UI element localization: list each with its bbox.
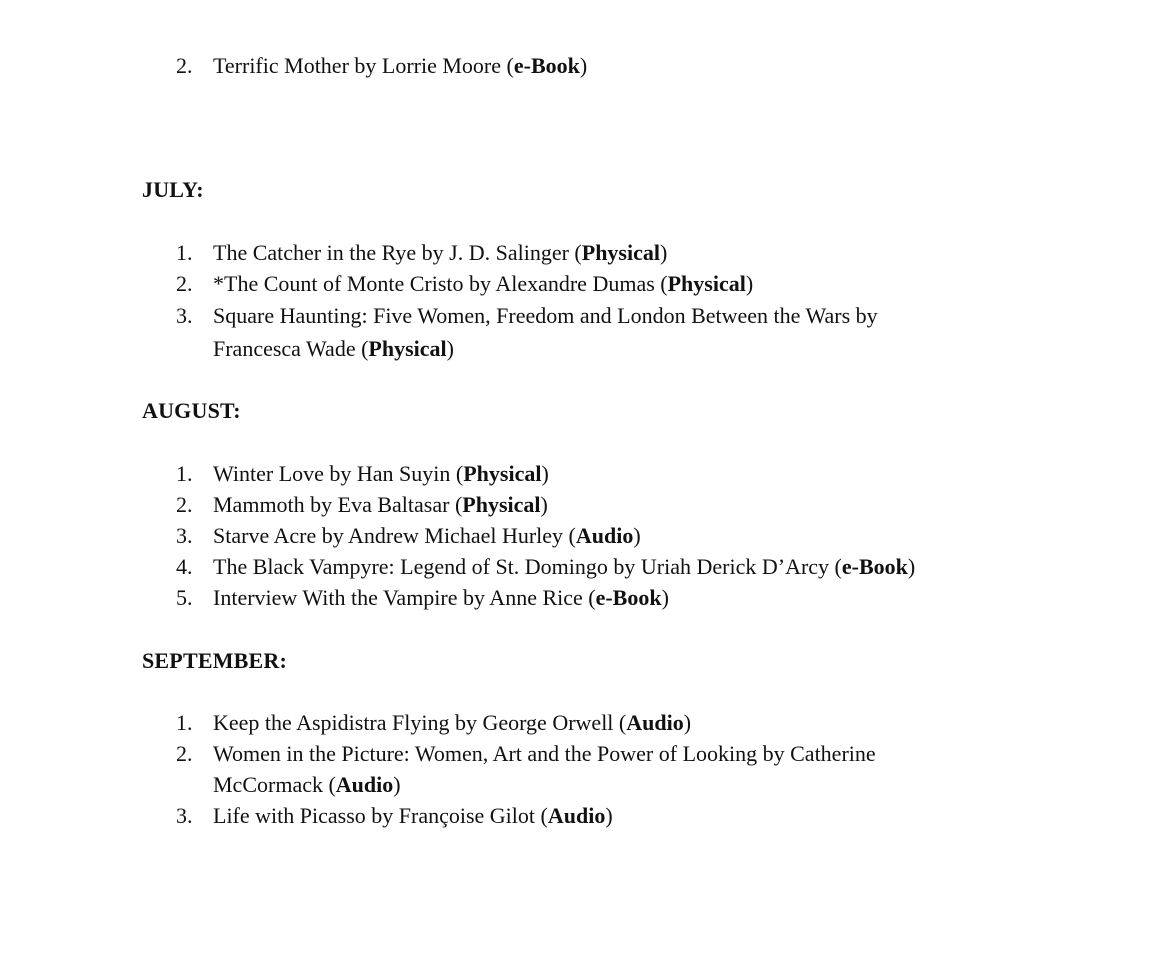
- month-heading-september: SEPTEMBER:: [142, 648, 288, 673]
- item-number: 3.: [176, 303, 193, 328]
- list-item: [0, 237, 973, 268]
- format-label: Physical: [463, 461, 542, 486]
- format-label: Audio: [626, 710, 684, 735]
- item-number: 1.: [176, 461, 193, 486]
- format-label: Audio: [335, 772, 394, 797]
- item-text: The Black Vampyre: Legend of St. Domingo by Uriah Derick D’Arcy (e-Book): [213, 554, 916, 579]
- reading-list-july: [0, 237, 973, 365]
- list-item: [0, 707, 973, 738]
- item-text: Square Haunting: Five Women, Freedom and London Between the Wars by Francesca Wade (Physical): [213, 303, 878, 361]
- book-title: Terrific Mother by Lorrie Moore (: [213, 53, 514, 78]
- item-text: Women in the Picture: Women, Art and the Power of Looking by Catherine McCormack (Audio): [213, 741, 876, 797]
- format-label: Audio: [547, 803, 606, 828]
- book-title: The Black Vampyre: Legend of St. Domingo by Uriah Derick D’Arcy (: [213, 554, 842, 579]
- month-heading-august: AUGUST:: [142, 398, 241, 423]
- item-text: Winter Love by Han Suyin (Physical): [213, 461, 549, 486]
- item-number: 3.: [176, 523, 193, 548]
- reading-list-june: [0, 50, 973, 81]
- item-number: 2.: [176, 53, 193, 78]
- reading-list-august: [0, 458, 1113, 613]
- list-item: [0, 520, 1113, 551]
- list-item: [0, 800, 973, 831]
- format-label: e-Book: [841, 554, 908, 579]
- book-title: Square Haunting: Five Women, Freedom and London Between the Wars by Francesca Wade (: [213, 303, 878, 361]
- book-title: Women in the Picture: Women, Art and the Power of Looking by Catherine McCormack (: [213, 741, 876, 797]
- item-text: The Catcher in the Rye by J. D. Salinger (Physical): [213, 240, 668, 265]
- item-text: *The Count of Monte Cristo by Alexandre Dumas (Physical): [213, 271, 754, 296]
- book-title: Keep the Aspidistra Flying by George Orwell (: [213, 710, 627, 735]
- month-heading-july: JULY:: [142, 177, 204, 202]
- book-title: Interview With the Vampire by Anne Rice (: [213, 585, 596, 610]
- list-item: [0, 738, 973, 800]
- list-item: [0, 551, 1113, 582]
- book-title: Mammoth by Eva Baltasar (: [213, 492, 463, 517]
- list-item: [0, 489, 1113, 520]
- book-title: The Catcher in the Rye by J. D. Salinger (: [213, 240, 582, 265]
- format-label: Physical: [368, 336, 447, 361]
- format-label: e-Book: [513, 53, 580, 78]
- item-number: 2.: [176, 492, 193, 517]
- list-item: [0, 582, 1113, 613]
- item-text: Keep the Aspidistra Flying by George Orwell (Audio): [213, 710, 692, 735]
- item-number: 1.: [176, 240, 193, 265]
- item-number: 3.: [176, 803, 193, 828]
- format-label: Physical: [581, 240, 660, 265]
- item-text: Starve Acre by Andrew Michael Hurley (Audio): [213, 523, 641, 548]
- item-text: Interview With the Vampire by Anne Rice (e-Book): [213, 585, 669, 610]
- list-item: [0, 50, 973, 81]
- item-number: 4.: [176, 554, 193, 579]
- item-text: Terrific Mother by Lorrie Moore (e-Book): [213, 53, 588, 78]
- list-item: [0, 458, 1113, 489]
- format-label: Physical: [667, 271, 746, 296]
- book-title: Winter Love by Han Suyin (: [213, 461, 464, 486]
- format-label: e-Book: [595, 585, 662, 610]
- format-label: Audio: [575, 523, 634, 548]
- book-title: Starve Acre by Andrew Michael Hurley (: [213, 523, 576, 548]
- book-title: Life with Picasso by Françoise Gilot (: [213, 803, 548, 828]
- book-title: *The Count of Monte Cristo by Alexandre Dumas (: [213, 271, 668, 296]
- item-number: 2.: [176, 741, 193, 766]
- item-text: Mammoth by Eva Baltasar (Physical): [213, 492, 548, 517]
- item-number: 2.: [176, 271, 193, 296]
- list-item: [0, 268, 973, 299]
- reading-list-september: [0, 707, 973, 831]
- item-number: 5.: [176, 585, 193, 610]
- item-number: 1.: [176, 710, 193, 735]
- item-text: Life with Picasso by Françoise Gilot (Audio): [213, 803, 613, 828]
- format-label: Physical: [462, 492, 541, 517]
- list-item: [0, 299, 973, 365]
